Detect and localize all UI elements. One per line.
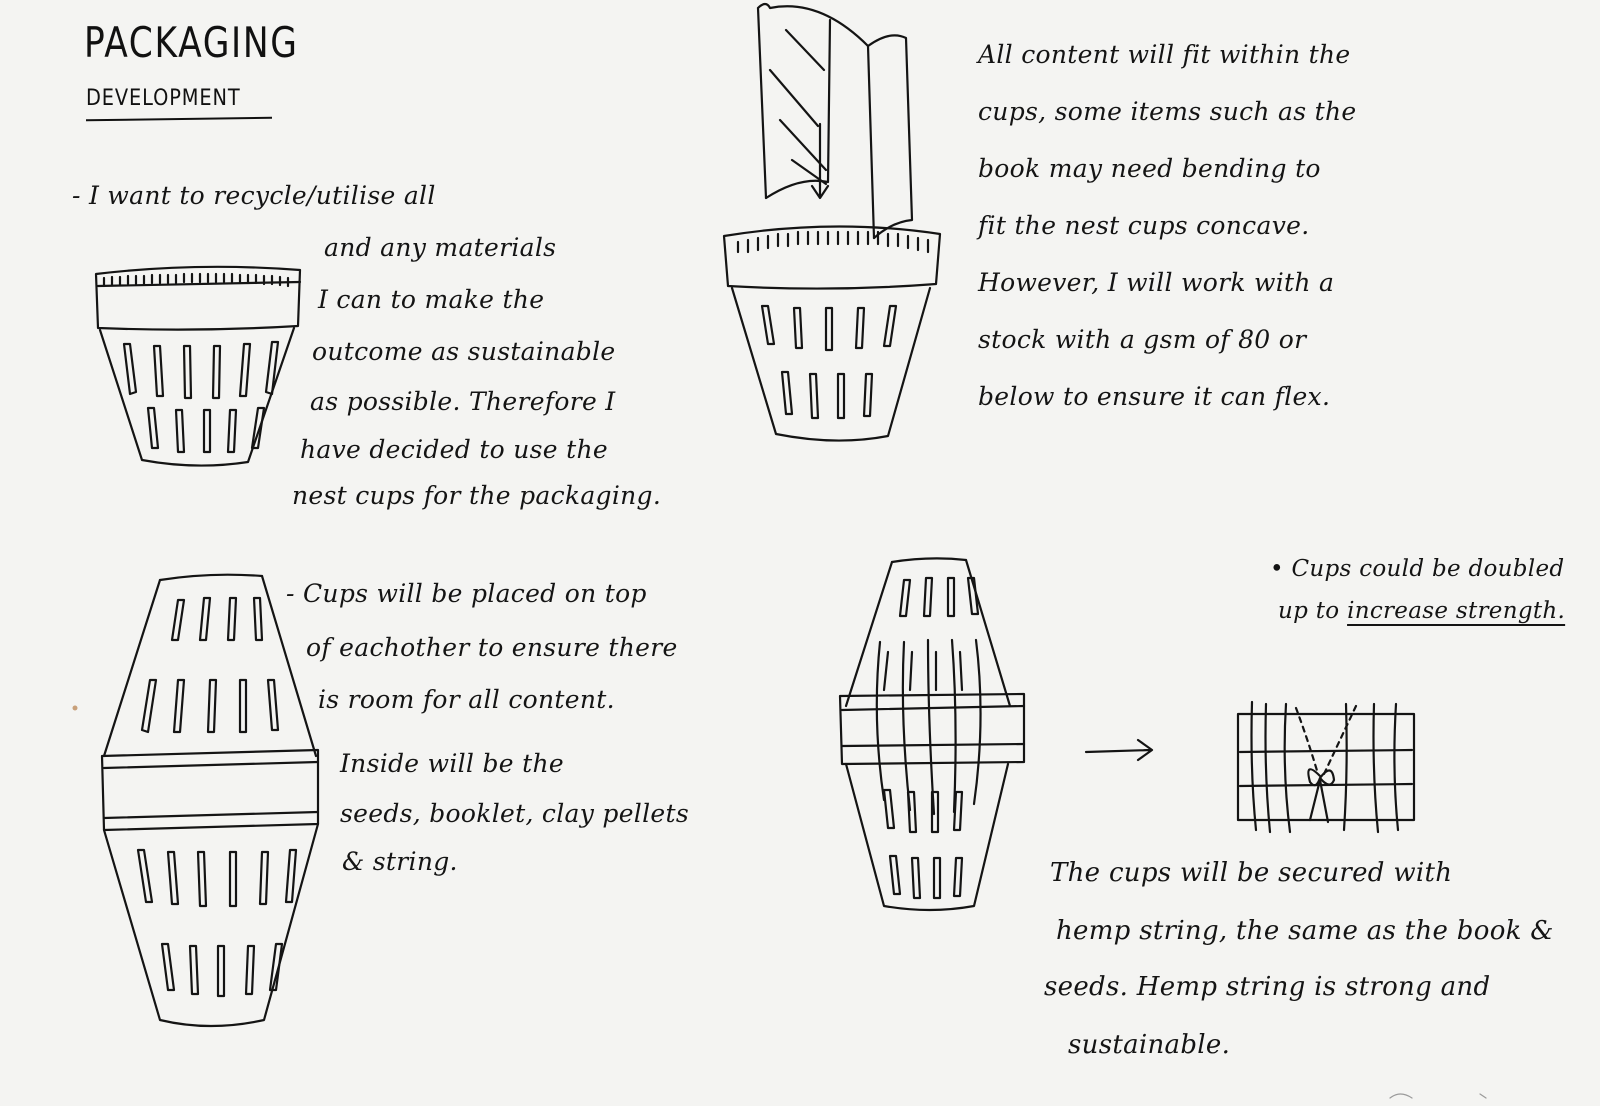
note-secured-line-3: seeds. Hemp string is strong and — [1044, 972, 1491, 1002]
note-content-fit — [978, 26, 1356, 425]
note-content-fit-line-7: below to ensure it can flex. — [978, 382, 1331, 411]
note-doubled-line-2 — [1278, 598, 1565, 624]
note-doubled-line-1: • Cups could be doubled — [1270, 556, 1565, 582]
note-recycle-line-4: outcome as sustainable — [312, 337, 616, 366]
note-recycle-line-6: have decided to use the — [300, 435, 608, 464]
stacked-cups-tied-sketch-icon — [840, 558, 1024, 910]
note-inside-line-2: seeds, booklet, clay pellets — [340, 799, 689, 828]
curved-sleeve-sketch-icon — [758, 4, 912, 238]
note-content-fit-line-1: All content will fit within the — [978, 40, 1351, 69]
note-content-fit-line-2: cups, some items such as the — [978, 97, 1357, 126]
note-secured-line-2: hemp string, the same as the book & — [1056, 916, 1554, 946]
note-doubled-underlined: increase strength. — [1347, 598, 1566, 624]
note-content-fit-line-5: However, I will work with a — [978, 268, 1335, 297]
note-stacking-line-3: is room for all content. — [318, 685, 615, 714]
page-subtitle: DEVELOPMENT — [86, 86, 241, 111]
note-recycle-line-5: as possible. Therefore I — [310, 387, 616, 416]
nest-cup-sketch-icon — [96, 267, 300, 466]
note-secured-line-4: sustainable. — [1068, 1030, 1231, 1060]
note-recycle-line-3: I can to make the — [318, 285, 545, 314]
note-stacking-line-1: - Cups will be placed on top — [286, 579, 647, 608]
note-inside-line-1: Inside will be the — [340, 749, 564, 778]
note-recycle-line-7: nest cups for the packaging. — [292, 481, 662, 510]
note-content-fit-line-3: book may need bending to — [978, 154, 1321, 183]
page-title: PACKAGING — [84, 18, 299, 67]
right-arrow-icon — [1086, 740, 1152, 760]
note-stacking-line-2: of eachother to ensure there — [306, 633, 678, 662]
note-recycle-line-2: and any materials — [324, 233, 557, 262]
note-doubled-prefix: up to — [1278, 598, 1348, 624]
nest-cup-sketch-icon-2 — [724, 226, 940, 440]
note-secured-line-1: The cups will be secured with — [1050, 858, 1453, 888]
note-content-fit-line-6: stock with a gsm of 80 or — [978, 325, 1307, 354]
note-content-fit-line-4: fit the nest cups concave. — [978, 211, 1310, 240]
note-inside-line-3: & string. — [342, 847, 458, 876]
tied-band-sketch-icon — [1238, 702, 1414, 832]
stacked-cups-sketch-icon — [102, 575, 318, 1026]
note-recycle-line-1: - I want to recycle/utilise all — [72, 181, 436, 210]
